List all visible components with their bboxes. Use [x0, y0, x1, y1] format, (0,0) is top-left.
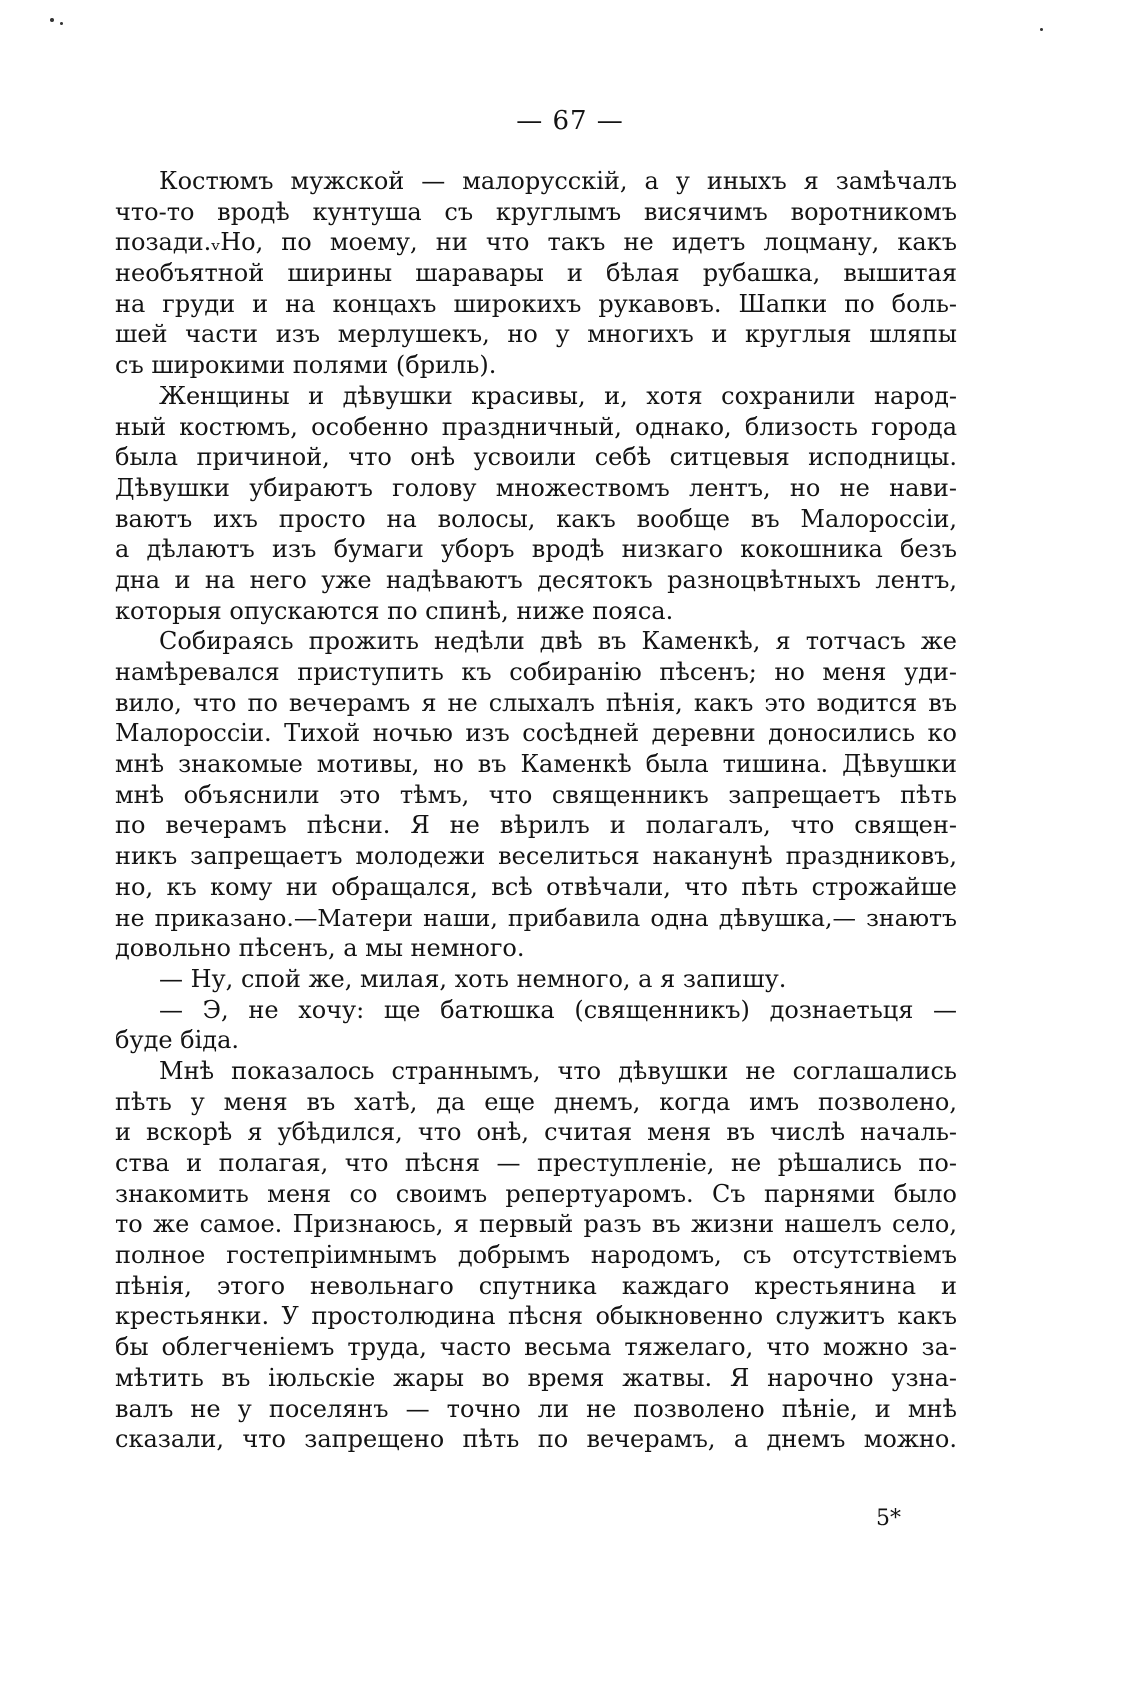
text-line: бы облегченіемъ труда, часто весьма тяжелаго, что можно за- [115, 1333, 957, 1362]
print-speck [60, 22, 63, 25]
signature-mark: 5* [876, 1506, 901, 1531]
text-line: полное гостепріимнымъ добрымъ народомъ, съ отсутствіемъ [115, 1241, 957, 1270]
text-line: — Э, не хочу: ще батюшка (священникъ) дознаетьця — [159, 995, 957, 1024]
text-line: Костюмъ мужской — малорусскій, а у иныхъ я замѣчалъ [159, 167, 957, 195]
text-line: сказали, что запрещено пѣть по вечерамъ, а днемъ можно. [115, 1425, 957, 1454]
text-line: ства и полагая, что пѣсня — преступленіе, не рѣшались по- [115, 1149, 957, 1177]
text-line: валъ не у поселянъ — точно ли не позволено пѣніе, и мнѣ [115, 1394, 957, 1423]
text-line: довольно пѣсенъ, а мы немного. [115, 934, 525, 963]
text-line: Малороссіи. Тихой ночью изъ сосѣдней деревни доносились ко [115, 719, 957, 748]
text-line: мнѣ объяснили это тѣмъ, что священникъ запрещаетъ пѣть [115, 780, 957, 809]
text-line: Собираясь прожить недѣли двѣ въ Каменкѣ, я тотчасъ же [159, 627, 957, 656]
text-line: и вскорѣ я убѣдился, что онѣ, считая меня въ числѣ началь- [115, 1118, 957, 1147]
text-line: которыя опускаются по спинѣ, ниже пояса. [115, 596, 674, 625]
text-line: была причиной, что онѣ усвоили себѣ ситцевыя исподницы. [115, 443, 957, 472]
text-line: пѣть у меня въ хатѣ, да еще днемъ, когда имъ позволено, [115, 1087, 957, 1116]
text-line: знакомить меня со своимъ репертуаромъ. Съ парнями было [115, 1179, 957, 1208]
text-line: то же самое. Признаюсь, я первый разъ въ жизни нашелъ село, [115, 1210, 957, 1239]
text-line: Дѣвушки убираютъ голову множествомъ лентъ, но не нави- [115, 473, 957, 502]
text-line: позади.ᵥНо, по моему, ни что такъ не идетъ лоцману, какъ [115, 228, 957, 257]
page-number: — 67 — [516, 106, 624, 136]
text-line: ный костюмъ, особенно праздничный, однако, близость города [115, 412, 957, 441]
print-speck [1040, 28, 1043, 31]
text-line: Женщины и дѣвушки красивы, и, хотя сохранили народ- [159, 381, 957, 410]
text-line: необъятной ширины шаравары и бѣлая рубашка, вышитая [115, 259, 957, 288]
text-line: вило, что по вечерамъ я не слыхалъ пѣнія, какъ это водится въ [115, 688, 957, 717]
text-line: не приказано.—Матери наши, прибавила одна дѣвушка,— знаютъ [115, 903, 957, 932]
text-line: дна и на него уже надѣваютъ десятокъ разноцвѣтныхъ лентъ, [115, 565, 957, 594]
text-line: Мнѣ показалось страннымъ, что дѣвушки не соглашались [159, 1056, 957, 1085]
text-line: пѣнія, этого невольнаго спутника каждаго крестьянина и [115, 1271, 957, 1300]
text-line: буде біда. [115, 1026, 240, 1055]
text-line: съ широкими полями (бриль). [115, 351, 497, 380]
text-line: мнѣ знакомые мотивы, но въ Каменкѣ была тишина. Дѣвушки [115, 750, 957, 779]
text-line: — Ну, спой же, милая, хоть немного, а я запишу. [159, 964, 787, 993]
text-line: мѣтить въ іюльскіе жары во время жатвы. Я нарочно узна- [115, 1363, 957, 1392]
text-line: никъ запрещаетъ молодежи веселиться наканунѣ праздниковъ, [115, 842, 957, 871]
text-line: шей части изъ мерлушекъ, но у многихъ и круглыя шляпы [115, 320, 957, 349]
text-line: а дѣлаютъ изъ бумаги уборъ вродѣ низкаго кокошника безъ [115, 535, 957, 564]
print-speck [50, 18, 54, 22]
text-line: на груди и на концахъ широкихъ рукавовъ. Шапки по боль- [115, 289, 957, 318]
text-line: что-то вродѣ кунтуша съ круглымъ висячимъ воротникомъ [115, 197, 957, 226]
text-line: намѣревался приступить къ собиранію пѣсенъ; но меня уди- [115, 658, 957, 686]
text-line: крестьянки. У простолюдина пѣсня обыкновенно служитъ какъ [115, 1302, 957, 1331]
text-line: ваютъ ихъ просто на волосы, какъ вообще въ Малороссіи, [115, 504, 957, 533]
body-text [115, 166, 957, 1455]
text-line: по вечерамъ пѣсни. Я не вѣрилъ и полагалъ, что священ- [115, 811, 957, 840]
text-line: но, къ кому ни обращался, всѣ отвѣчали, что пѣть строжайше [115, 872, 957, 901]
